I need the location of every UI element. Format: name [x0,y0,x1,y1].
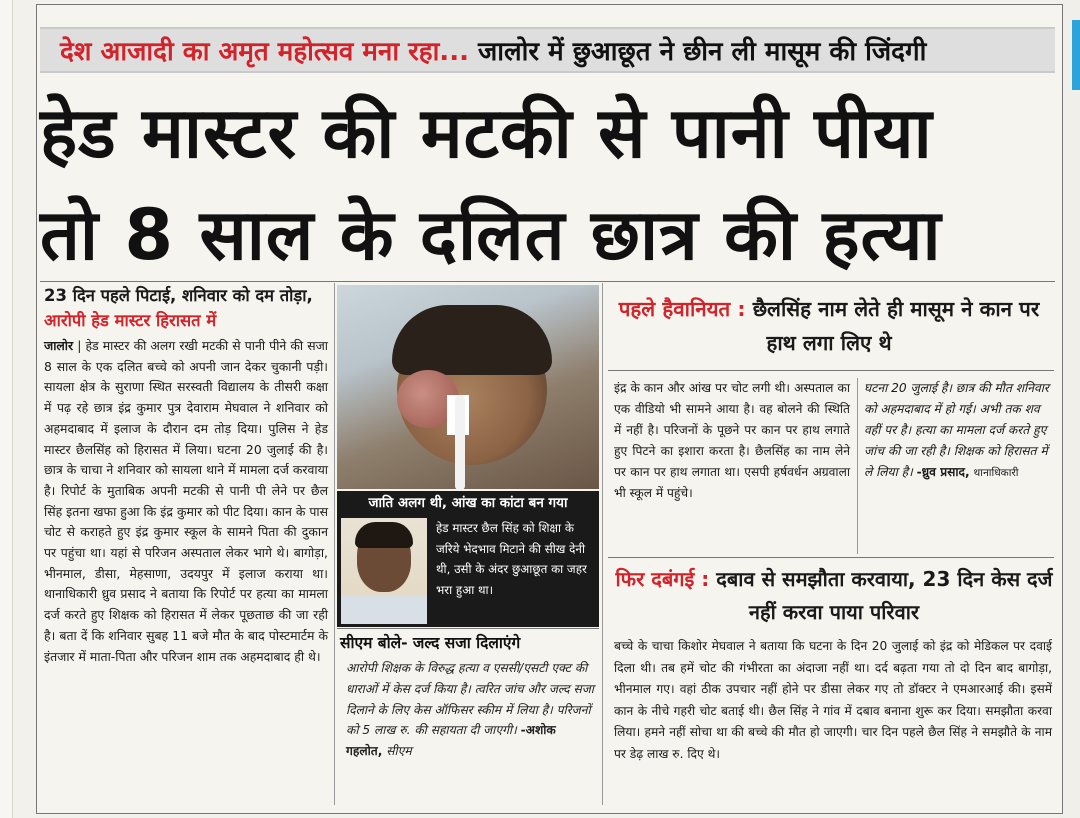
left-body-text [44,336,328,667]
blue-edge-mark [1072,20,1080,90]
inset-text: हेड मास्टर छैल सिंह को शिक्षा के जरिये भेदभाव मिटाने की सीख देनी थी, उसी के अंदर छुआछूत का जहर भरा हुआ था। [436,521,587,597]
column-rule [602,283,603,805]
deck-red: आरोपी हेड मास्टर हिरासत में [44,311,217,330]
headline-line-1: हेड मास्टर की मटकी से पानी पीया [40,92,933,174]
deck-black: 23 दिन पहले पिटाई, शनिवार को दम तोड़ा, [44,286,313,305]
section-rule [608,370,1054,371]
photo-caption-bar: जाति अलग थी, आंख का कांटा बन गया [337,491,599,515]
kicker-red: देश आजादी का अमृत महोत्सव मना रहा... [60,37,469,67]
right-subhead-2 [614,563,1054,629]
subhead-1-red: पहले हैवानियत : [618,297,746,321]
headline-line-2: तो 8 साल के दलित छात्र की हत्या [40,194,942,276]
cm-quote [346,658,596,762]
right-mid-body: इंद्र के कान और आंख पर चोट लगी थी। अस्पताल का एक वीडियो भी सामने आया है। वह बोलने की स्थिति में नहीं है। परिजनों के पूछने पर कान पर हाथ लगाते हुए पिटने का इशारा करता है। छैलसिंह का नाम लेने पर कान पर हाथ लगाता था। एसपी हर्षवर्धन अग्रवाला भी स्कूल में पहुंचे। [614,381,850,500]
adjacent-page-edge [0,0,13,818]
dateline: जालोर [44,338,74,353]
cm-quote-text: आरोपी शिक्षक के विरुद्ध हत्या व एससी/एसटी एक्ट की धाराओं में केस दर्ज किया है। त्वरित जांच और जल्द सजा दिलाने के लिए केस ऑफिसर स्कीम में लिया है। परिजनों को 5 लाख रु. की सहायता दी जाएगी। [346,661,594,738]
subhead-2-red: फिर दबंगई : [615,567,710,591]
police-attribution: -ध्रुव प्रसाद, [916,465,970,479]
subhead-1-black: छैलसिंह नाम लेते ही मासूम ने कान पर हाथ लगा लिए थे [752,297,1040,355]
kicker-black: जालोर में छुआछूत ने छीन ली मासूम की जिंदगी [478,37,927,67]
police-quote-text: घटना 20 जुलाई है। छात्र की मौत शनिवार को अहमदाबाद में हो गई। अभी तक शव वहीं पर है। हत्या का मामला दर्ज करते हुए जांच की जा रही है। शिक्षक को हिरासत में ले लिया है। [864,381,1049,479]
left-body: | हेड मास्टर की अलग रखी मटकी से पानी पीने की सजा 8 साल के एक दलित बच्चे को अपनी जान देकर चुकानी पड़ी। सायला क्षेत्र के सुराणा स्थित सरस्वती विद्यालय के तीसरी कक्षा में पढ़ रहे छात्र इंद्र कुमार पुत्र देवाराम मेघवाल ने शनिवार को अहमदाबाद में इलाज के दौरान दम तोड़ दिया। पुलिस ने हेड मास्टर छैलसिंह को हिरासत में लिया। घटना 20 जुलाई की है। छात्र के चाचा ने शनिवार को सायला थाने में मामला दर्ज करवाया है। रिपोर्ट के मुताबिक अपनी मटकी से पानी पी लेने पर छैल सिंह इतना खफा हुआ कि इंद्र कुमार को पीट दिया। कान के पास चोट से कराहते हुए इंद्र कुमार स्कूल के सामने पिता की दुकान पर पहुंचा था। यहां से परिजन अस्पताल लेकर भागे थे। बागोड़ा, भीनमाल, डीसा, मेहसाणा, उदयपुर में इलाज कराया था। थानाधिकारी ध्रुव प्रसाद ने बताया कि रिपोर्ट पर हत्या का मामला दर्ज करते हुए शिक्षक को हिरासत में लेकर पूछताछ की जा रही है। बता दें कि शनिवार सुबह 11 बजे मौत के बाद पोस्टमार्टम के इंतजार में माता-पिता और परिजन शाम तक अहमदाबाद ही थे। [44,338,328,664]
injured-child-photo [337,285,599,489]
headline-rule [40,281,1055,282]
right-subhead-1 [614,292,1044,360]
cm-heading: सीएम बोले- जल्द सजा दिलाएंगे [340,634,521,652]
cm-role: सीएम [386,744,412,759]
headmaster-portrait [341,518,427,624]
column-rule [857,378,858,554]
section-rule [608,557,1054,558]
left-deck [44,283,334,333]
police-quote [864,378,1052,484]
cm-attribution: -अशोक गहलोत, [346,723,556,759]
right-body-text: बच्चे के चाचा किशोर मेघवाल ने बताया कि घटना के दिन 20 जुलाई को इंद्र को मेडिकल पर दवाई दिला थी। तब हमें चोट की गंभीरता का अंदाजा नहीं था। दर्द बढ़ता गया तो दो दिन बाद बागोड़ा, भीनमाल गए। वहां ठीक उपचार नहीं होने पर डीसा लेकर गए तो डॉक्टर ने एमआरआई की। इसमें कान के नीचे गहरी चोट बताई थी। छैल सिंह ने गांव में दबाव बनाना शुरू कर दिया। समझौता करवा लिया। हमने नहीं सोचा था की बच्चे की मौत हो जाएगी। चार दिन पहले छैल सिंह ने समझौते के नाम पर डेढ़ लाख रु. दिए थे। [614,639,1052,761]
subhead-2-black: दबाव से समझौता करवाया, 23 दिन केस दर्ज नहीं करवा पाया परिवार [716,567,1053,624]
police-role: थानाधिकारी [973,467,1019,479]
column-rule [334,283,335,805]
section-rule [337,628,599,629]
kicker-strap [40,27,1055,73]
